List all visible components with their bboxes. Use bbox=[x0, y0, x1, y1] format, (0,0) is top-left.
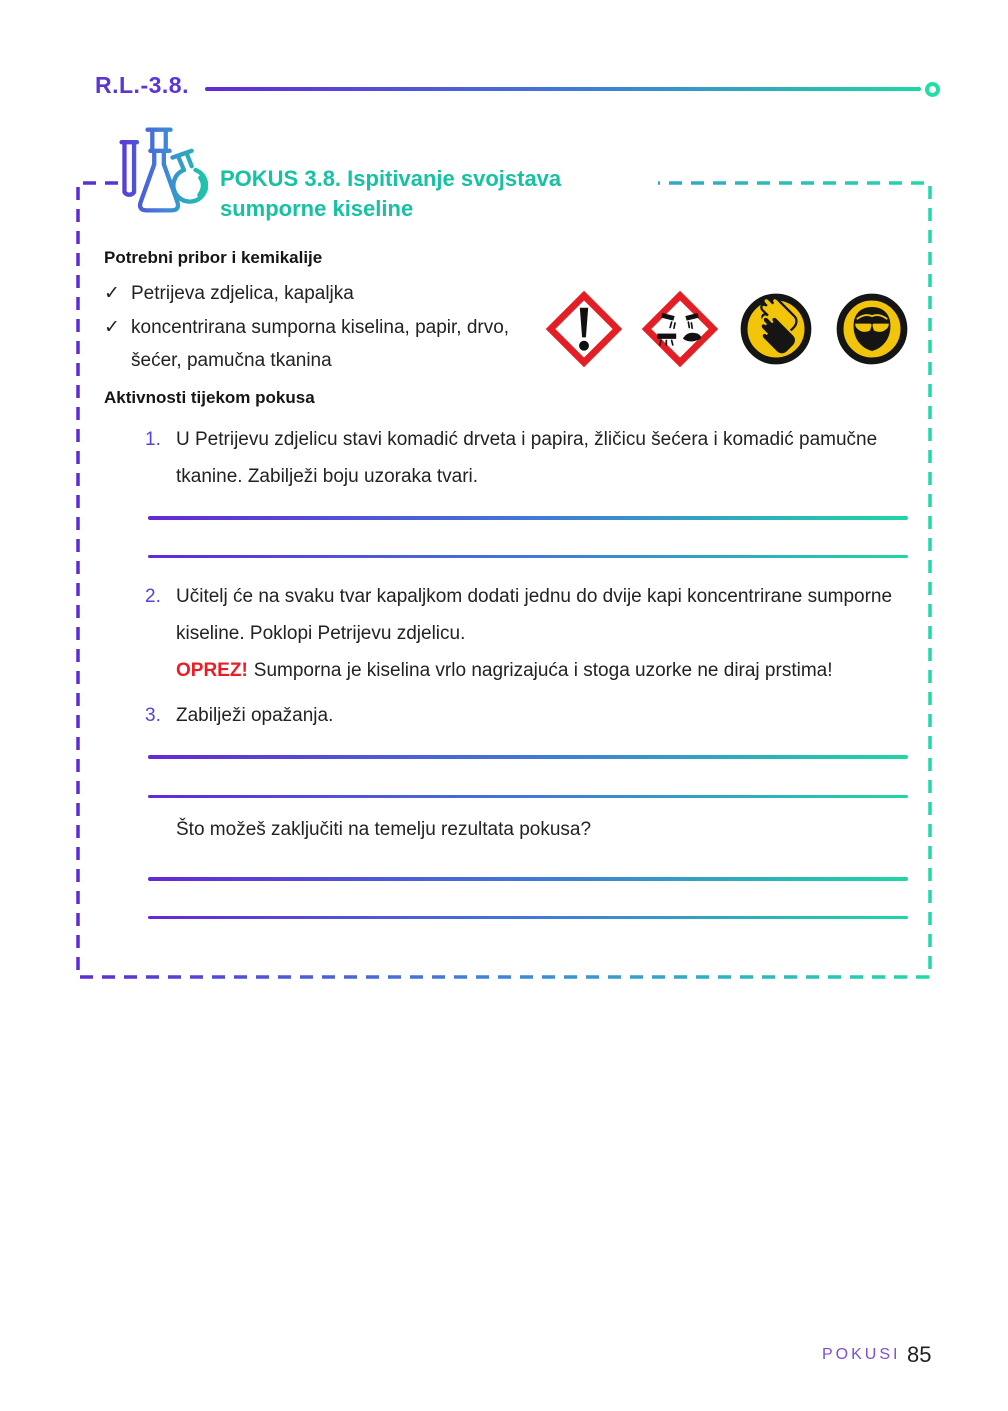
answer-line bbox=[148, 916, 908, 919]
material-list-item bbox=[104, 311, 563, 377]
step-text: Zabilježi opažanja. bbox=[176, 705, 334, 726]
footer-page-number: 85 bbox=[907, 1342, 932, 1367]
header-line-end-ring-icon bbox=[925, 82, 940, 97]
wear-eye-protection-icon bbox=[834, 291, 910, 367]
checkmark-icon: ✓ bbox=[104, 317, 120, 338]
activities-heading: Aktivnosti tijekom pokusa bbox=[104, 388, 315, 407]
materials-heading: Potrebni pribor i kemikalije bbox=[104, 248, 323, 267]
step-text: U Petrijevu zdjelicu stavi komadić drveta i papira, žličicu šećera i komadić pamučne tkanine. Zabilježi boju uzoraka tvari. bbox=[176, 429, 878, 487]
step-number: 1. bbox=[145, 429, 161, 450]
wear-protective-gloves-icon bbox=[738, 291, 814, 367]
answer-line bbox=[148, 795, 908, 798]
safety-pictograms-row bbox=[546, 291, 910, 367]
lab-flasks-icon bbox=[112, 124, 208, 218]
caution-label: OPREZ! bbox=[176, 660, 248, 681]
material-item-text: Petrijeva zdjelica, kapaljka bbox=[131, 283, 354, 304]
answer-line bbox=[148, 755, 908, 759]
ghs05-corrosive-hazard-icon bbox=[642, 291, 718, 367]
activity-step-2 bbox=[145, 578, 916, 690]
caution-text: Sumporna je kiselina vrlo nagrizajuća i stoga uzorke ne diraj prstima! bbox=[253, 660, 833, 681]
ghs07-exclamation-hazard-icon bbox=[546, 291, 622, 367]
material-item-text: koncentrirana sumporna kiselina, papir, drvo, šećer, pamučna tkanina bbox=[131, 317, 510, 371]
answer-line bbox=[148, 877, 908, 881]
step-number: 2. bbox=[145, 586, 161, 607]
activity-step-3 bbox=[145, 697, 333, 734]
material-list-item bbox=[104, 277, 354, 310]
activity-step-1 bbox=[145, 421, 916, 495]
checkmark-icon: ✓ bbox=[104, 283, 120, 304]
step-number: 3. bbox=[145, 705, 161, 726]
answer-line bbox=[148, 516, 908, 520]
footer-section-label: POKUSI bbox=[822, 1346, 901, 1363]
answer-line bbox=[148, 555, 908, 558]
experiment-title: POKUS 3.8. Ispitivanje svojstava sumporne kiseline bbox=[220, 166, 562, 221]
step-text: Učitelj će na svaku tvar kapaljkom dodati jednu do dvije kapi koncentrirane sumporne kiseline. Poklopi Petrijevu zdjelicu. bbox=[176, 586, 893, 644]
conclusion-question: Što možeš zaključiti na temelju rezultata pokusa? bbox=[176, 819, 592, 840]
header-divider-line bbox=[205, 87, 921, 91]
caution-note bbox=[176, 652, 916, 690]
worksheet-code: R.L.-3.8. bbox=[95, 72, 189, 98]
